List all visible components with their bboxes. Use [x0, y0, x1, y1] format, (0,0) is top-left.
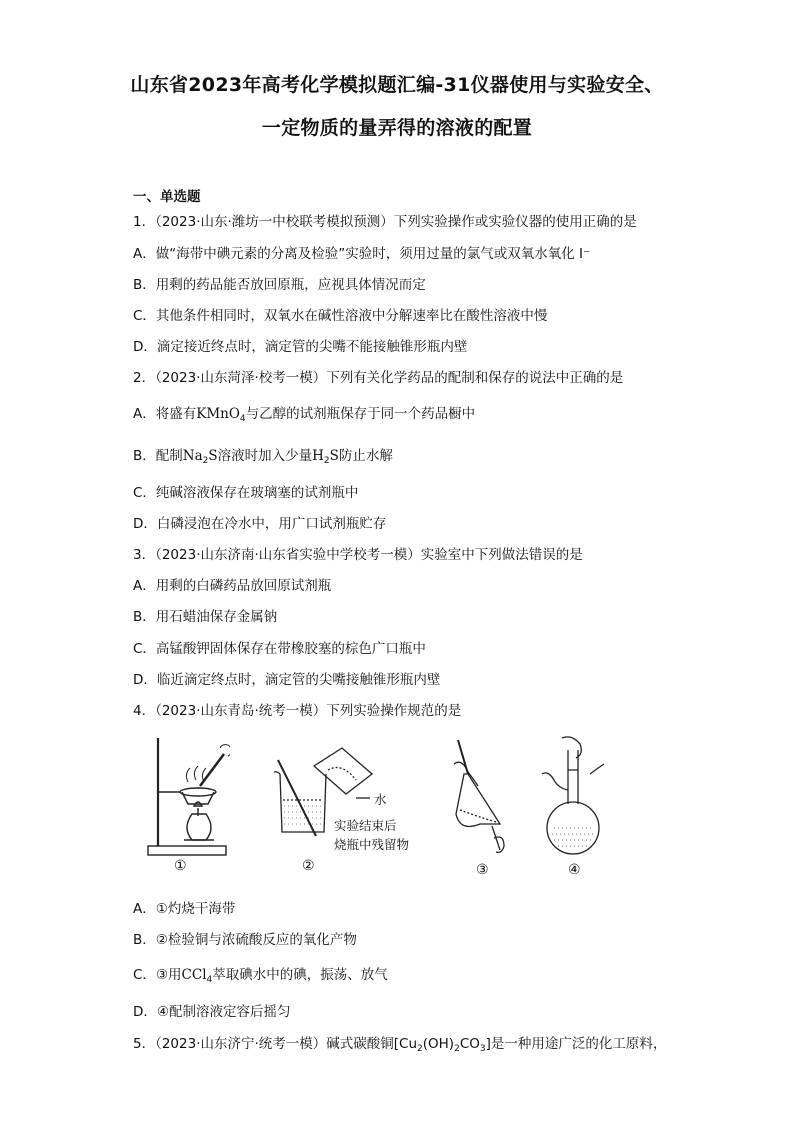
caption-2: ② [302, 858, 315, 874]
q5-sub1: 2 [417, 1044, 423, 1054]
q2-option-b [133, 447, 393, 465]
q2-a-sub: 4 [239, 414, 246, 424]
q2-b-post: 防止水解 [338, 448, 393, 464]
q4-option-b: B．②检验铜与浓硫酸反应的氧化产物 [133, 932, 357, 948]
q2-a-pre: A．将盛有 [133, 406, 197, 422]
q2-option-a [133, 405, 475, 423]
q1-stem: 1．（2023·山东·潍坊一中校联考模拟预测）下列实验操作或实验仪器的使用正确的是 [133, 214, 637, 230]
q2-a-formula: KMnO [196, 406, 240, 422]
q2-b-formula2: H [312, 448, 324, 464]
doc-title-line2: 一定物质的量弄得的溶液的配置 [261, 117, 533, 139]
q5-stem [133, 1035, 666, 1053]
q3-option-c: C．高锰酸钾固体保存在带橡胶塞的棕色广口瓶中 [133, 641, 426, 657]
q2-b-mid: 溶液时加入少量 [217, 448, 313, 464]
q5-sub2: 2 [454, 1044, 460, 1054]
q1-option-d: D．滴定接近终点时，滴定管的尖嘴不能接触锥形瓶内壁 [133, 339, 468, 355]
q2-b-pre: B．配制 [133, 448, 183, 464]
q4-c-sub: 4 [206, 975, 213, 985]
apparatus-separatory-funnel-icon [448, 734, 508, 859]
q4-option-a: A．①灼烧干海带 [133, 901, 236, 917]
q3-option-b: B．用石蜡油保存金属钠 [133, 609, 278, 625]
q4-apparatus-figure [130, 732, 610, 882]
q2-b-formula1: Na [182, 448, 203, 464]
q4-option-c [133, 966, 388, 984]
q4-c-formula: CCl [181, 967, 207, 983]
q3-stem: 3．（2023·山东济南·山东省实验中学校考一模）实验室中下列做法错误的是 [133, 547, 583, 563]
q2-option-d: D．白磷浸泡在冷水中，用广口试剂瓶贮存 [133, 516, 387, 532]
label-note-line1: 实验结束后 [334, 818, 397, 833]
q2-b-sub2: 2 [323, 456, 330, 466]
doc-title-line1: 山东省2023年高考化学模拟题汇编-31仪器使用与实验安全、 [130, 74, 664, 96]
q2-stem: 2．（2023·山东菏泽·校考一模）下列有关化学药品的配制和保存的说法中正确的是 [133, 370, 624, 386]
q5-sub3: 3 [479, 1044, 486, 1054]
q2-b-formula1b: S [208, 448, 218, 464]
q5-mid1: (OH) [422, 1036, 455, 1052]
q2-a-post: 与乙醇的试剂瓶保存于同一个药品橱中 [245, 406, 476, 422]
q1-option-c: C．其他条件相同时，双氧水在碱性溶液中分解速率比在酸性溶液中慢 [133, 308, 548, 324]
q3-option-a: A．用剩的白磷药品放回原试剂瓶 [133, 578, 332, 594]
q3-option-d: D．临近滴定终点时，滴定管的尖嘴接触锥形瓶内壁 [133, 672, 441, 688]
q1-option-b: B．用剩的药品能否放回原瓶，应视具体情况而定 [133, 277, 426, 293]
apparatus-ring-stand-icon [140, 734, 230, 859]
q4-c-post: 萃取碘水中的碘，振荡、放气 [212, 967, 388, 983]
q1-option-a: A．做“海带中碘元素的分离及检验”实验时，须用过量的氯气或双氧水氧化 I⁻ [133, 246, 591, 262]
q5-post: ]是一种用途广泛的化工原料， [485, 1036, 667, 1052]
label-water: 水 [374, 792, 387, 807]
q5-pre: 5．（2023·山东济宁·统考一模）碱式碳酸铜[Cu [133, 1036, 418, 1052]
q5-mid2: CO [459, 1036, 480, 1052]
label-note-line2: 烧瓶中残留物 [334, 837, 410, 852]
q4-c-pre: C．③用 [133, 967, 182, 983]
q2-b-formula2b: S [329, 448, 339, 464]
q4-option-d: D．④配制溶液定容后摇匀 [133, 1004, 291, 1020]
caption-4: ④ [568, 862, 581, 878]
q4-stem: 4．（2023·山东青岛·统考一模）下列实验操作规范的是 [133, 703, 462, 719]
q2-b-sub1: 2 [202, 456, 209, 466]
q2-option-c: C．纯碱溶液保存在玻璃塞的试剂瓶中 [133, 485, 359, 501]
caption-3: ③ [476, 862, 489, 878]
caption-1: ① [174, 858, 187, 874]
apparatus-volumetric-flask-icon [538, 734, 608, 859]
section-heading: 一、单选题 [133, 189, 201, 205]
